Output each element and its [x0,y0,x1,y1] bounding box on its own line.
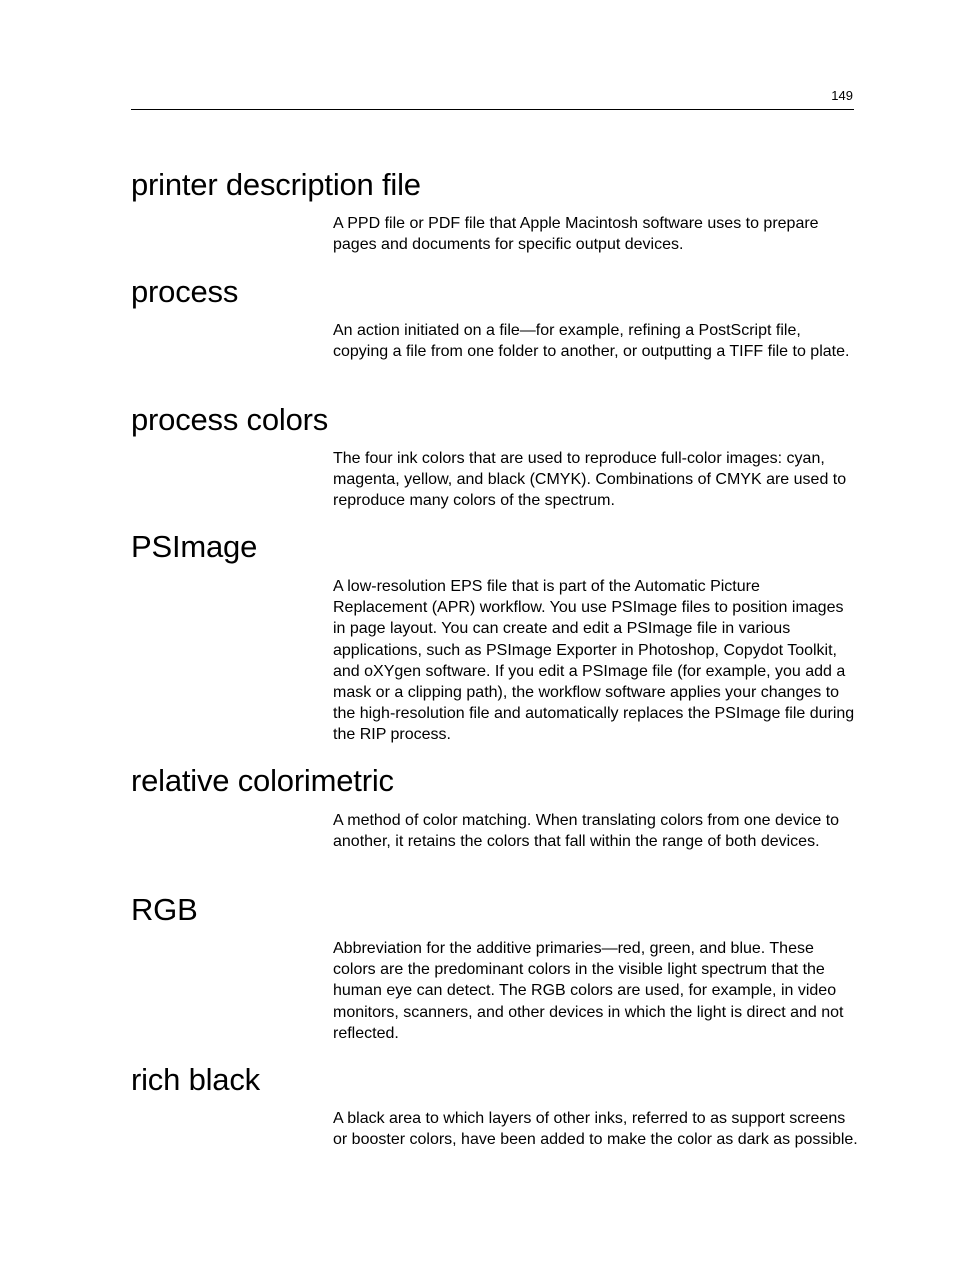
glossary-entry-rich-black [131,1062,858,1149]
glossary-entry-printer-description-file [131,167,854,254]
glossary-term: PSImage [131,529,258,564]
glossary-term: process colors [131,402,329,437]
glossary-term: process [131,274,239,309]
glossary-definition: A PPD file or PDF file that Apple Macintosh software uses to prepare pages and documents for specific output devices. [333,215,819,254]
glossary-entry-process [131,274,854,361]
glossary-definition: The four ink colors that are used to reproduce full-color images: cyan, magenta, yellow, and black (CMYK). Combinations of CMYK are used to reproduce many colors of the spectrum. [333,450,847,510]
glossary-term: printer description file [131,167,421,202]
glossary-definition: An action initiated on a file—for example, refining a PostScript file, copying a file from one folder to another, or outputting a TIFF file to plate. [333,322,850,361]
glossary-definition: Abbreviation for the additive primaries—red, green, and blue. These colors are the predominant colors in the visible light spectrum that the human eye can detect. The RGB colors are used, for example, in video monitors, scanners, and other devices in which the light is direct and not reflected. [333,940,844,1042]
glossary-entry-rgb [131,892,854,1042]
glossary-entry-relative-colorimetric [131,763,854,851]
glossary-term: rich black [131,1062,260,1097]
page-number: 149 [831,88,853,103]
glossary-entry-process-colors [131,402,854,510]
glossary-definition: A low-resolution EPS file that is part of the Automatic Picture Replacement (APR) workflow. You use PSImage files to position images in page layout. You can create and edit a PSImage file in various applications, such as PSImage Exporter in Photoshop, Copydot Toolkit, and oXYgen software. If you edit a PSImage file (for example, you add a mask or a clipping path), the workflow software applies your changes to the high-resolution file and automatically replaces the PSImage file during the RIP process. [333,578,855,744]
header-rule [131,109,854,110]
glossary-term: RGB [131,892,198,927]
glossary-entry-psimage [131,529,855,744]
glossary-definition: A method of color matching. When translating colors from one device to another, it retains the colors that fall within the range of both devices. [333,812,840,851]
glossary-definition: A black area to which layers of other inks, referred to as support screens or booster colors, have been added to make the color as dark as possible. [333,1110,858,1149]
glossary-term: relative colorimetric [131,763,394,798]
